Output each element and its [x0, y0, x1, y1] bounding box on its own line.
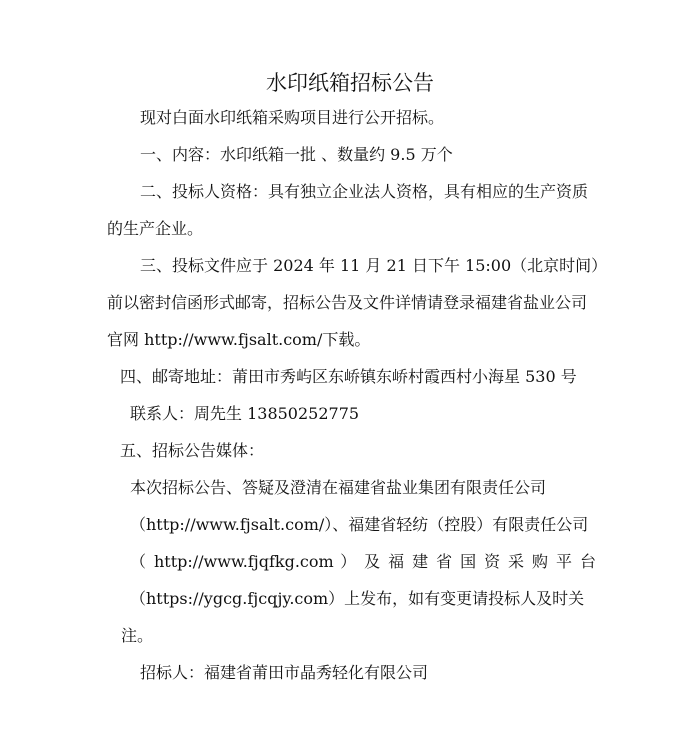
section-media: 五、招标公告媒体： — [120, 441, 265, 460]
media-line4: （https://ygcg.fjcqjy.com）上发布，如有变更请投标人及时关 — [130, 589, 585, 608]
media-line5: 注。 — [121, 626, 154, 645]
media-line1: 本次招标公告、答疑及澄清在福建省盐业集团有限责任公司 — [130, 478, 547, 497]
section-deadline-line2: 前以密封信函形式邮寄，招标公告及文件详情请登录福建省盐业公司 — [107, 293, 588, 312]
section-address: 四、邮寄地址：莆田市秀屿区东峤镇东峤村霞西村小海星 530 号 — [120, 367, 577, 386]
document-title: 水印纸箱招标公告 — [266, 71, 434, 95]
section-deadline-line1: 三、投标文件应于 2024 年 11 月 21 日下午 15:00（北京时间） — [140, 256, 608, 275]
intro-paragraph: 现对白面水印纸箱采购项目进行公开招标。 — [140, 108, 445, 127]
section-qualification-line2: 的生产企业。 — [107, 219, 204, 238]
tenderer-signature: 招标人：福建省莆田市晶秀轻化有限公司 — [140, 663, 429, 682]
section-qualification-line1: 二、投标人资格：具有独立企业法人资格，具有相应的生产资质 — [140, 182, 589, 201]
section-deadline-line3: 官网 http://www.fjsalt.com/下载。 — [107, 330, 371, 349]
section-content: 一、内容：水印纸箱一批 、数量约 9.5 万个 — [140, 145, 453, 164]
media-line2: （http://www.fjsalt.com/）、福建省轻纺（控股）有限责任公司 — [130, 515, 589, 534]
media-line3: （ http://www.fjqfkg.com ） 及 福 建 省 国 资 采 购 平 台 — [130, 552, 596, 571]
contact-person: 联系人：周先生 13850252775 — [130, 404, 360, 423]
